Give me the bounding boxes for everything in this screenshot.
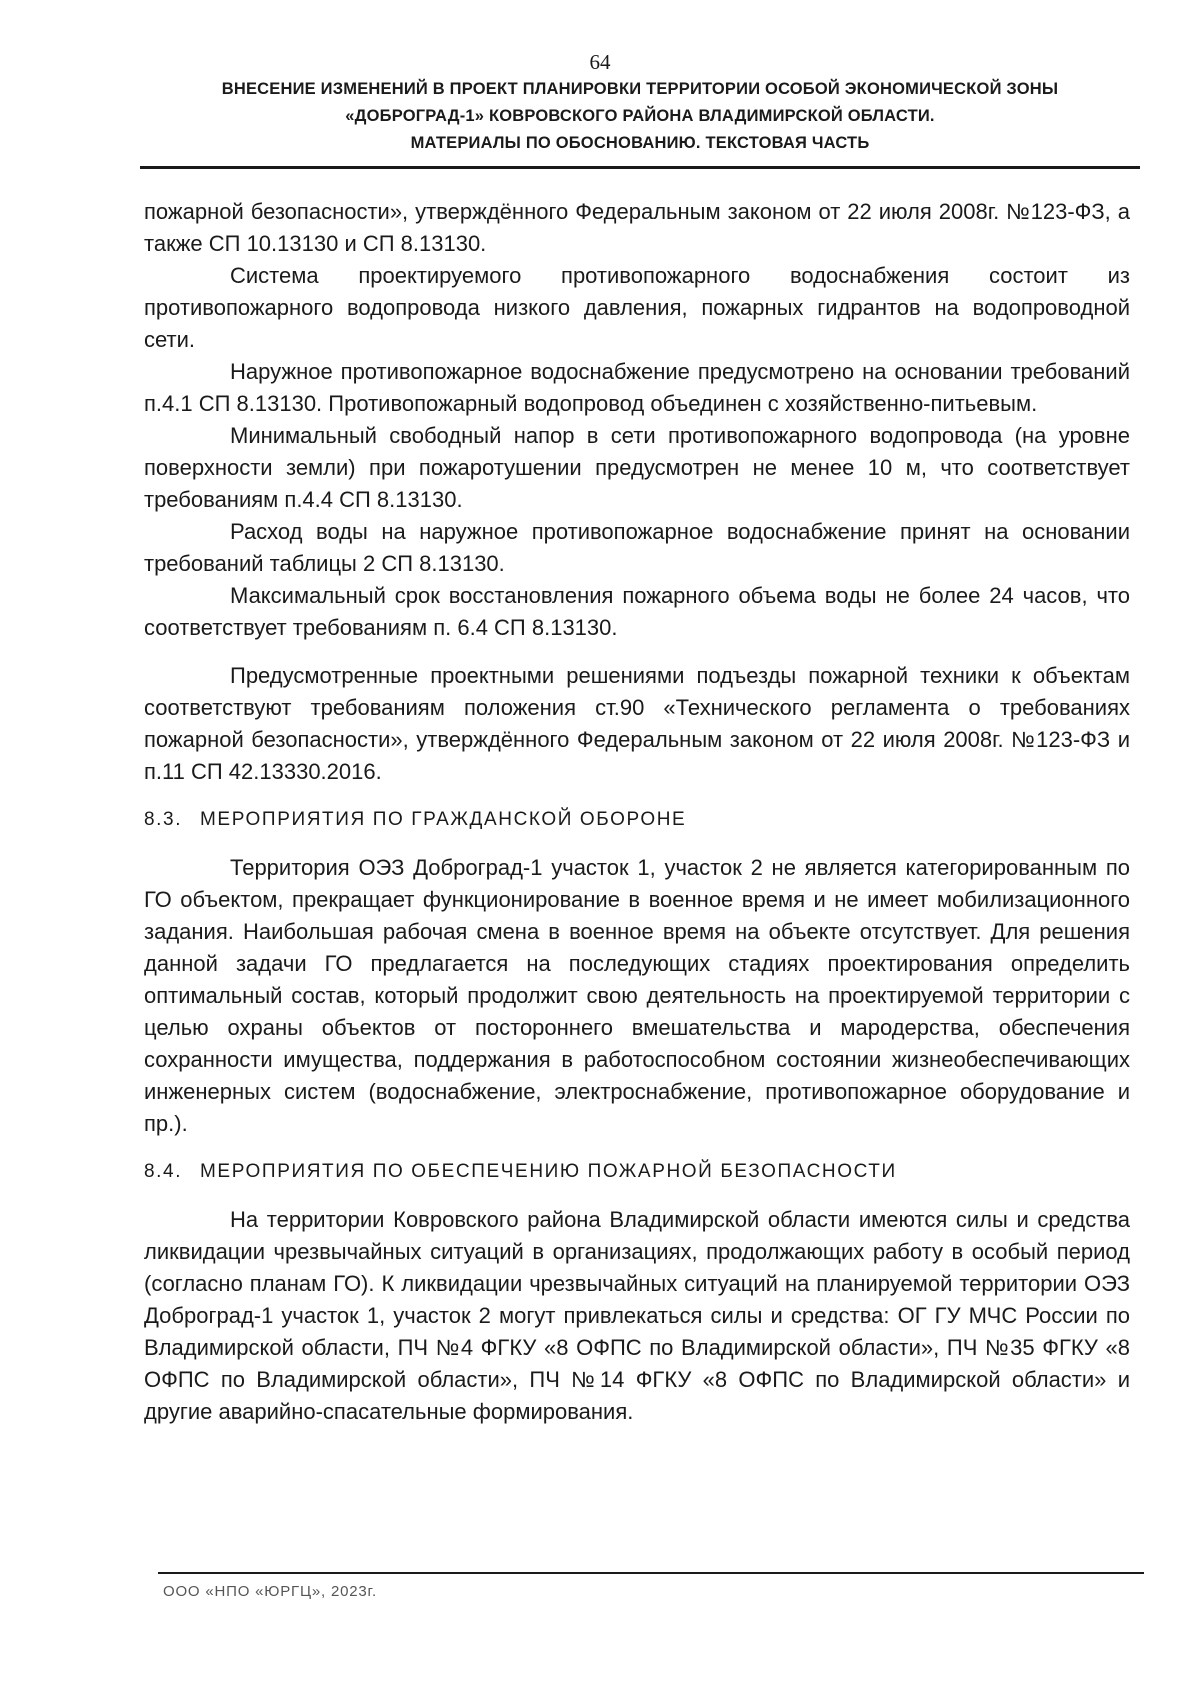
paragraph-external-water-supply: Наружное противопожарное водоснабжение предусмотрено на основании требований п.4.1 СП 8.13130. Противопожарный водопровод объединен с хозяйственно-питьевым.: [144, 359, 1130, 416]
section-number: 8.4.: [144, 1161, 183, 1182]
paragraph-water-consumption: Расход воды на наружное противопожарное водоснабжение принят на основании требований таблицы 2 СП 8.13130.: [144, 519, 1130, 576]
section-heading-8-3: [144, 804, 1130, 836]
section-heading-8-4: [144, 1156, 1130, 1188]
header-line-1: ВНЕСЕНИЕ ИЗМЕНЕНИЙ В ПРОЕКТ ПЛАНИРОВКИ ТЕРРИТОРИИ ОСОБОЙ ЭКОНОМИЧЕСКОЙ ЗОНЫ: [221, 80, 1059, 98]
paragraph-fire-access: Предусмотренные проектными решениями подъезды пожарной техники к объектам соответствуют требованиям положения ст.90 «Технического регламента о требованиях пожарной безопасности», утверждённого Федеральным законом от 22 июля 2008г. №123-ФЗ и п.11 СП 42.13330.2016.: [144, 663, 1130, 784]
paragraph-minimum-pressure: Минимальный свободный напор в сети противопожарного водопровода (на уровне поверхности земли) при пожаротушении предусмотрен не менее 10 м, что соответствует требованиям п.4.4 СП 8.13130.: [144, 423, 1130, 512]
page-body: [144, 196, 1130, 1428]
header-divider: [140, 166, 1140, 169]
section-title: МЕРОПРИЯТИЯ ПО ОБЕСПЕЧЕНИЮ ПОЖАРНОЙ БЕЗОПАСНОСТИ: [200, 1161, 897, 1182]
header-line-2: «ДОБРОГРАД-1» КОВРОВСКОГО РАЙОНА ВЛАДИМИРСКОЙ ОБЛАСТИ.: [345, 107, 935, 125]
section-number: 8.3.: [144, 809, 183, 830]
footer-text: ООО «НПО «ЮРГЦ», 2023г.: [163, 1583, 377, 1600]
footer-divider: [158, 1572, 1144, 1574]
paragraph-water-system: Система проектируемого противопожарного водоснабжения состоит из противопожарного водопровода низкого давления, пожарных гидрантов на водопроводной сети.: [144, 263, 1130, 352]
section-title: МЕРОПРИЯТИЯ ПО ГРАЖДАНСКОЙ ОБОРОНЕ: [200, 809, 687, 830]
paragraph-civil-defense: Территория ОЭЗ Доброград-1 участок 1, участок 2 не является категорированным по ГО объектом, прекращает функционирование в военное время и не имеет мобилизационного задания. Наибольшая рабочая смена в военное время на объекте отсутствует. Для решения данной задачи ГО предлагается на последующих стадиях проектирования определить оптимальный состав, который продолжит свою деятельность на проектируемой территории с целью охраны объектов от постороннего вмешательства и мародерства, обеспечения сохранности имущества, поддержания в работоспособном состоянии жизнеобеспечивающих инженерных систем (водоснабжение, электроснабжение, противопожарное оборудование и пр.).: [144, 855, 1130, 1136]
document-header: [140, 76, 1140, 157]
paragraph-restoration-time: Максимальный срок восстановления пожарного объема воды не более 24 часов, что соответствует требованиям п. 6.4 СП 8.13130.: [144, 583, 1130, 640]
page-number: 64: [589, 50, 611, 74]
header-line-3: МАТЕРИАЛЫ ПО ОБОСНОВАНИЮ. ТЕКСТОВАЯ ЧАСТЬ: [410, 134, 870, 152]
paragraph-fire-safety: На территории Ковровского района Владимирской области имеются силы и средства ликвидации чрезвычайных ситуаций в организациях, продолжающих работу в особый период (согласно планам ГО). К ликвидации чрезвычайных ситуаций на планируемой территории ОЭЗ Доброград-1 участок 1, участок 2 могут привлекаться силы и средства: ОГ ГУ МЧС России по Владимирской области, ПЧ №4 ФГКУ «8 ОФПС по Владимирской области», ПЧ №35 ФГКУ «8 ОФПС по Владимирской области», ПЧ №14 ФГКУ «8 ОФПС по Владимирской области» и другие аварийно-спасательные формирования.: [144, 1207, 1130, 1424]
paragraph-continuation: пожарной безопасности», утверждённого Федеральным законом от 22 июля 2008г. №123-ФЗ, а также СП 10.13130 и СП 8.13130.: [144, 199, 1130, 256]
